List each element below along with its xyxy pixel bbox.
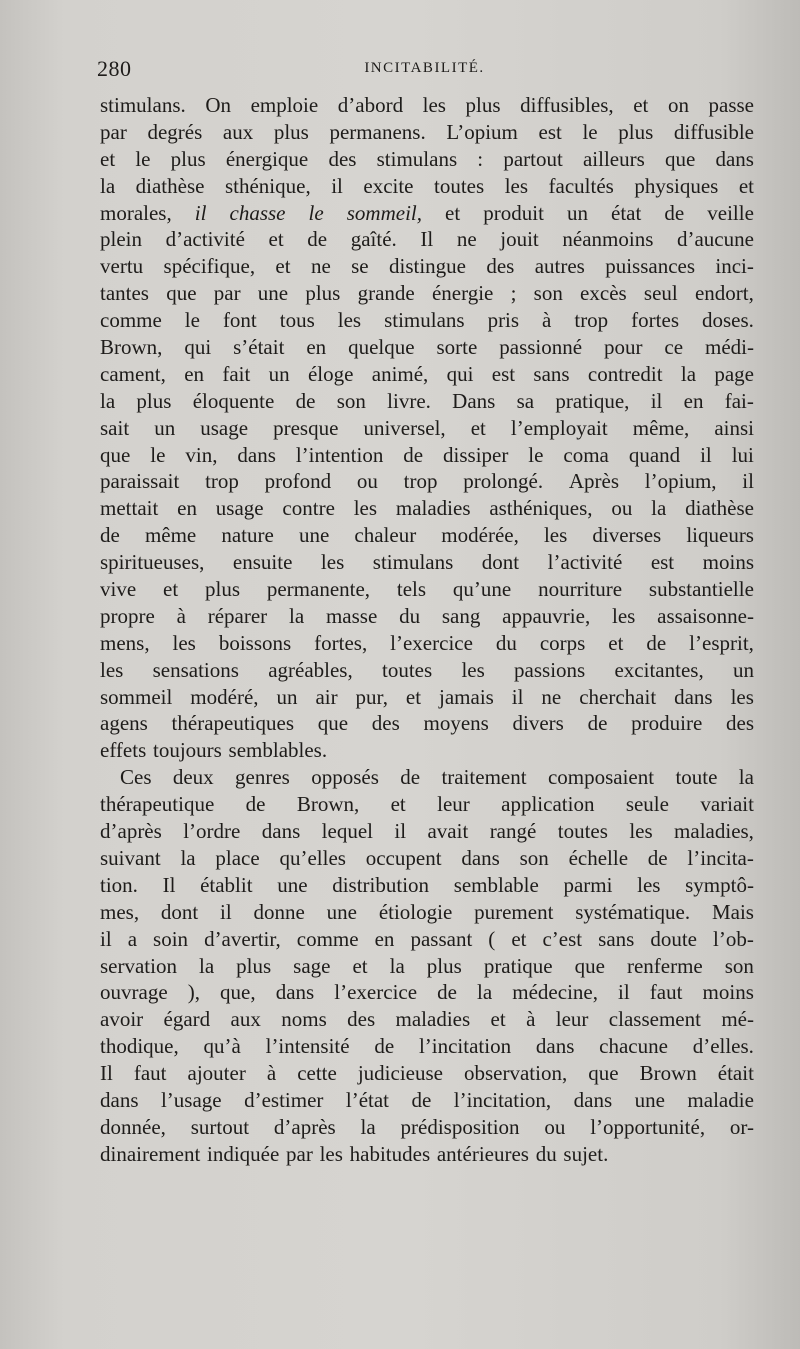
text-line: ouvrage ), que, dans l’exercice de la médecine, il faut moins: [100, 980, 754, 1005]
text-line: comme le font tous les stimulans pris à trop fortes doses.: [100, 308, 754, 333]
text-line: vertu spécifique, et ne se distingue des autres puissances inci-: [100, 254, 754, 279]
text-line: par degrés aux plus permanens. L’opium est le plus diffusible: [100, 119, 754, 144]
text-line: sommeil modéré, un air pur, et jamais il ne cherchait dans les: [100, 684, 754, 709]
text-line: plein d’activité et de gaîté. Il ne jouit néanmoins d’aucune: [100, 227, 754, 252]
text-line: spiritueuses, ensuite les stimulans dont l’activité est moins: [100, 550, 754, 575]
text-line: propre à réparer la masse du sang appauvrie, les assaisonne-: [100, 603, 754, 628]
body-text: [100, 92, 754, 1168]
text-line: Ces deux genres opposés de traitement composaient toute la: [120, 765, 754, 790]
text-line: la plus éloquente de son livre. Dans sa pratique, il en fai-: [100, 388, 754, 413]
text-line: thérapeutique de Brown, et leur application seule variait: [100, 792, 754, 817]
text-line: sait un usage presque universel, et l’employait même, ainsi: [100, 415, 754, 440]
text-line: morales, il chasse le sommeil, et produit un état de veille: [100, 200, 754, 225]
text-line: servation la plus sage et la plus pratique que renferme son: [100, 953, 754, 978]
text-line: Il faut ajouter à cette judicieuse observation, que Brown était: [100, 1061, 754, 1086]
page-header: [97, 56, 752, 86]
text-line: mettait en usage contre les maladies asthéniques, ou la diathèse: [100, 496, 754, 521]
text-line: Brown, qui s’était en quelque sorte passionné pour ce médi-: [100, 335, 754, 360]
text-line: tantes que par une plus grande énergie ; son excès seul endort,: [100, 281, 754, 306]
text-line: agens thérapeutiques que des moyens divers de produire des: [100, 711, 754, 736]
text-line: la diathèse sthénique, il excite toutes les facultés physiques et: [100, 173, 754, 198]
text-line: que le vin, dans l’intention de dissiper le coma quand il lui: [100, 442, 754, 467]
text-line: les sensations agréables, toutes les passions excitantes, un: [100, 657, 754, 682]
text-line: mes, dont il donne une étiologie purement systématique. Mais: [100, 899, 754, 924]
text-line: tion. Il établit une distribution semblable parmi les symptô-: [100, 872, 754, 897]
text-line: suivant la place qu’elles occupent dans son échelle de l’incita-: [100, 845, 754, 870]
text-line: cament, en fait un éloge animé, qui est sans contredit la page: [100, 361, 754, 386]
text-line: stimulans. On emploie d’abord les plus diffusibles, et on passe: [100, 93, 754, 117]
running-head: INCITABILITÉ.: [364, 60, 485, 76]
text-line: dans l’usage d’estimer l’état de l’incitation, dans une maladie: [100, 1087, 754, 1112]
text-line: dinairement indiquée par les habitudes antérieures du sujet.: [100, 1141, 609, 1166]
text-line: thodique, qu’à l’intensité de l’incitation dans chacune d’elles.: [100, 1034, 754, 1059]
text-line: d’après l’ordre dans lequel il avait rangé toutes les maladies,: [100, 819, 754, 844]
page-number: 280: [97, 56, 132, 81]
text-line: vive et plus permanente, tels qu’une nourriture substantielle: [100, 577, 754, 602]
text-line: mens, les boissons fortes, l’exercice du corps et de l’esprit,: [100, 630, 754, 655]
text-line: de même nature une chaleur modérée, les diverses liqueurs: [100, 523, 754, 548]
text-line: avoir égard aux noms des maladies et à leur classement mé-: [100, 1007, 754, 1032]
text-line: il a soin d’avertir, comme en passant ( et c’est sans doute l’ob-: [100, 926, 754, 951]
text-line: donnée, surtout d’après la prédisposition ou l’opportunité, or-: [100, 1114, 754, 1139]
text-line: et le plus énergique des stimulans : partout ailleurs que dans: [100, 146, 754, 171]
text-line: effets toujours semblables.: [100, 738, 328, 763]
text-line: paraissait trop profond ou trop prolongé. Après l’opium, il: [100, 469, 754, 494]
